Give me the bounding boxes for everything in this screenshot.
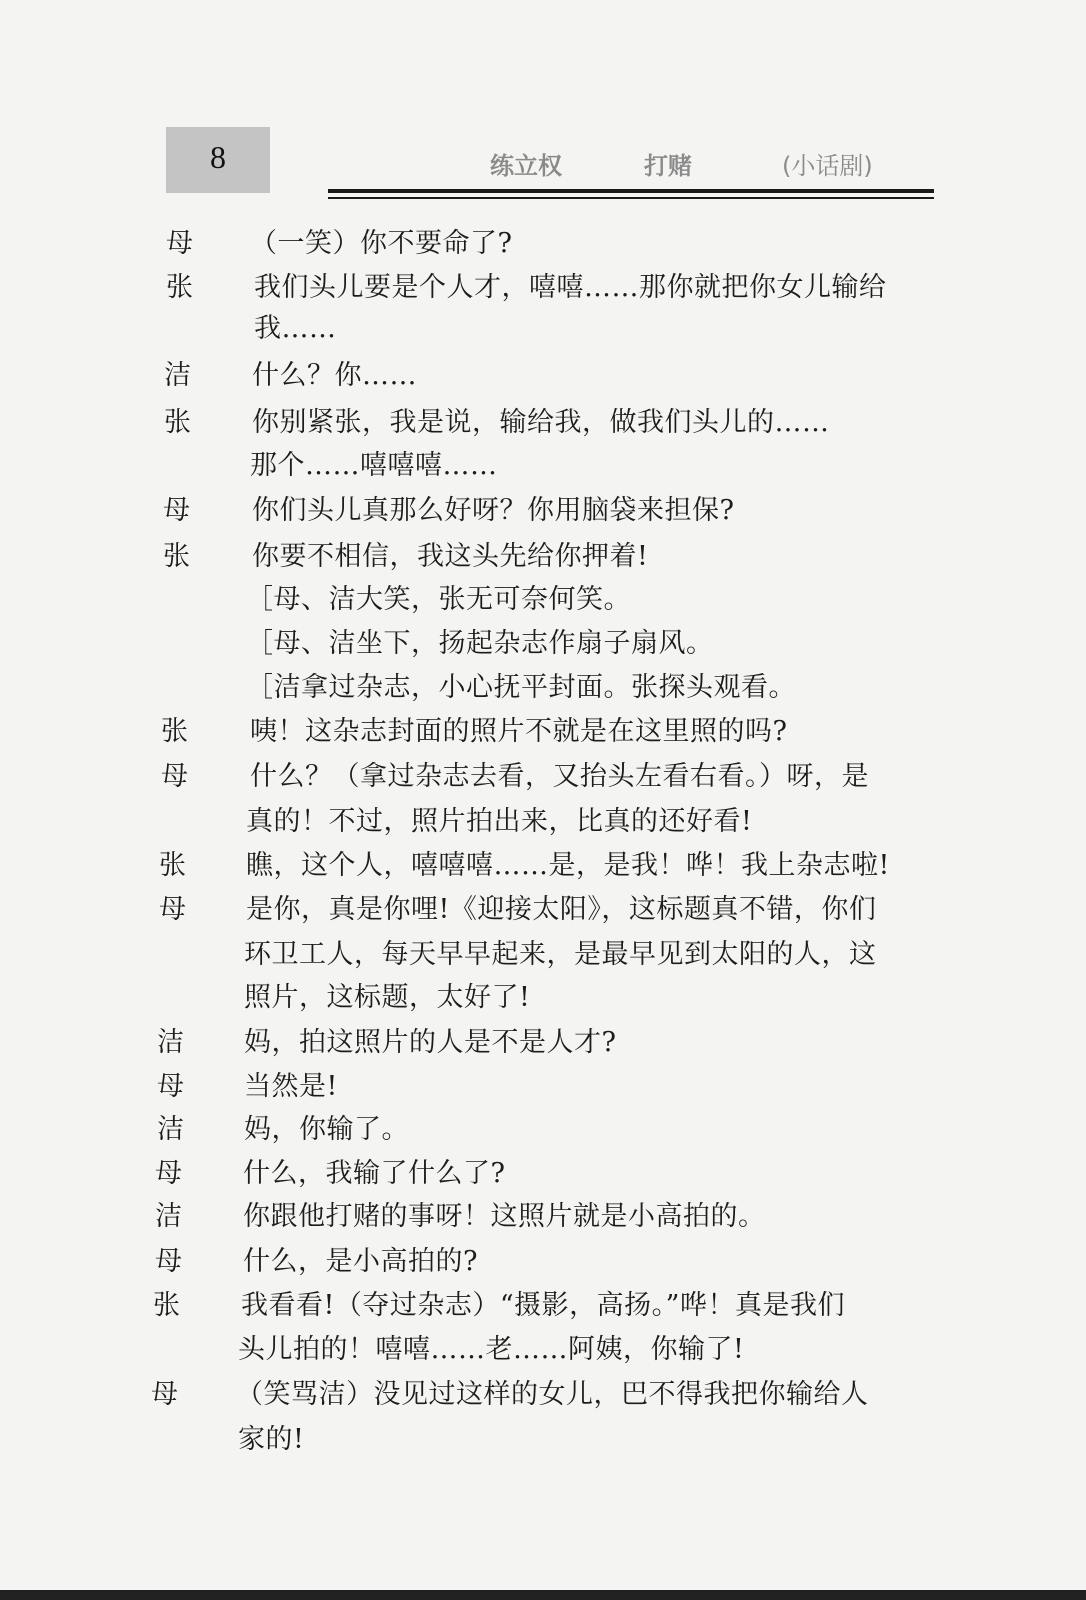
- dialogue-line: 什么？（拿过杂志去看，又抬头左看右看。）呀，是: [250, 761, 869, 792]
- speaker-label: 洁: [157, 1114, 184, 1145]
- dialogue-line: 你要不相信，我这头先给你押着!: [252, 541, 649, 572]
- dialogue-line: （一笑）你不要命了?: [250, 228, 513, 259]
- dialogue-line: 是你，真是你哩!《迎接太阳》，这标题真不错，你们: [246, 894, 877, 925]
- dialogue-line: 咦！这杂志封面的照片不就是在这里照的吗?: [250, 716, 788, 747]
- dialogue-continuation: 照片，这标题，太好了!: [244, 982, 531, 1013]
- header-title: 打赌: [644, 152, 692, 180]
- speaker-label: 张: [153, 1290, 180, 1321]
- dialogue-continuation: 环卫工人，每天早早起来，是最早见到太阳的人，这: [244, 939, 877, 970]
- header-author: 练立权: [490, 152, 562, 180]
- speaker-label: 母: [155, 1158, 182, 1189]
- speaker-label: 母: [151, 1379, 178, 1410]
- dialogue-continuation: 真的！不过，照片拍出来，比真的还好看!: [246, 806, 753, 837]
- dialogue-line: 你别紧张，我是说，输给我，做我们头儿的……: [252, 407, 830, 438]
- dialogue-continuation: 头儿拍的！嘻嘻……老……阿姨，你输了!: [238, 1334, 745, 1365]
- speaker-label: 母: [155, 1246, 182, 1277]
- dialogue-line: 什么，是小高拍的?: [243, 1246, 478, 1277]
- page-number: 8: [210, 139, 226, 175]
- dialogue-continuation: 那个……嘻嘻嘻……: [250, 450, 498, 481]
- speaker-label: 母: [157, 1071, 184, 1102]
- speaker-label: 张: [164, 407, 191, 438]
- speaker-label: 张: [161, 716, 188, 747]
- stage-direction: ［母、洁大笑，张无可奈何笑。: [246, 584, 631, 615]
- speaker-label: 张: [159, 850, 186, 881]
- dialogue-line: 妈，拍这照片的人是不是人才?: [244, 1027, 617, 1058]
- dialogue-line: 你跟他打赌的事呀！这照片就是小高拍的。: [243, 1201, 766, 1232]
- stage-direction: ［母、洁坐下，扬起杂志作扇子扇风。: [246, 628, 714, 659]
- dialogue-line: 当然是!: [244, 1071, 338, 1102]
- speaker-label: 张: [163, 541, 190, 572]
- speaker-label: 张: [166, 272, 193, 303]
- dialogue-line: 妈，你输了。: [244, 1114, 409, 1145]
- dialogue-line: 瞧，这个人，嘻嘻嘻……是，是我！哗！我上杂志啦!: [246, 850, 890, 881]
- header-genre: (小话剧): [782, 152, 873, 180]
- speaker-label: 母: [163, 495, 190, 526]
- dialogue-continuation: 家的!: [238, 1424, 305, 1455]
- dialogue-line: 什么？你……: [252, 360, 417, 391]
- page-bottom-edge: [0, 1590, 1086, 1600]
- stage-direction: ［洁拿过杂志，小心抚平封面。张探头观看。: [246, 672, 796, 703]
- dialogue-line: （笑骂洁）没见过这样的女儿，巴不得我把你输给人: [236, 1379, 869, 1410]
- speaker-label: 洁: [157, 1027, 184, 1058]
- dialogue-line: 什么，我输了什么了?: [243, 1158, 506, 1189]
- speaker-label: 洁: [164, 360, 191, 391]
- speaker-label: 母: [159, 894, 186, 925]
- dialogue-line: 你们头儿真那么好呀？你用脑袋来担保?: [252, 495, 735, 526]
- speaker-label: 洁: [155, 1201, 182, 1232]
- speaker-label: 母: [161, 761, 188, 792]
- dialogue-line: 我们头儿要是个人才，嘻嘻……那你就把你女儿输给: [254, 272, 887, 303]
- dialogue-continuation: 我……: [254, 313, 337, 344]
- dialogue-line: 我看看!（夺过杂志）“摄影，高扬。”哗！真是我们: [241, 1290, 845, 1321]
- speaker-label: 母: [166, 228, 193, 259]
